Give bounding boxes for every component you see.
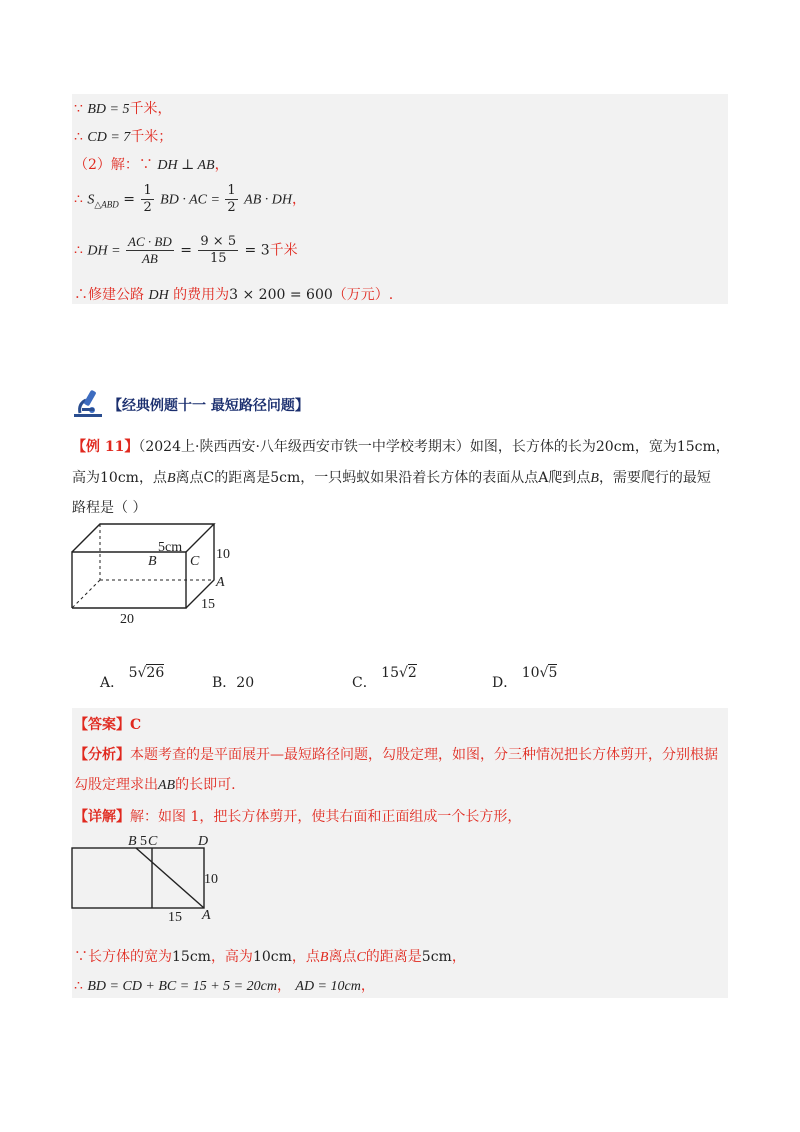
fig1-label-C: C — [190, 554, 200, 569]
answer-line: 【答案】C — [74, 717, 142, 733]
fraction: $\frac{1}{2}$ — [227, 183, 236, 215]
solution-line-1: ∵ BD = 5千米， — [74, 101, 172, 117]
detail-line-1: 【详解】解：如图 1，把长方体剪开，使其右面和正面组成一个长方形， — [74, 809, 522, 825]
analysis-line-2: 勾股定理求出AB的长即可. — [74, 777, 236, 793]
question-line-1: 【例 11】（2024上·陕西西安·八年级西安市铁一中学校考期末）如图，长方体的长为20cm，宽为15cm， — [72, 439, 730, 455]
solution-line-3: （2）解：∵ DH ⊥ AB， — [74, 157, 229, 173]
fig2-label-D: D — [198, 834, 209, 849]
solution-line-5: ∴ DH = $\frac{AC \cdot BD}{AB}$ = $\frac{9 \times 5}{15}$ = 3千米 — [74, 234, 298, 266]
question-line-3: 路程是（ ） — [72, 500, 147, 516]
sqrt-icon: √ — [399, 665, 408, 681]
option-a[interactable]: A． 5√26 — [100, 665, 165, 691]
option-d[interactable]: D． 10√5 — [492, 665, 558, 691]
fig2-label-10: 10 — [204, 872, 218, 887]
microscope-icon — [72, 388, 106, 418]
option-b[interactable]: B．20 — [212, 675, 255, 691]
detail-line-2: ∵长方体的宽为15cm，高为10cm，点B离点C的距离是5cm， — [74, 949, 466, 965]
fig2-label-B: B — [128, 834, 137, 849]
option-c[interactable]: C． 15√2 — [352, 665, 417, 691]
section-title: 【经典例题十一 最短路径问题】 — [108, 398, 309, 414]
fig2-label-C: C — [148, 834, 158, 849]
question-line-2: 高为10cm，点B离点C的距离是5cm，一只蚂蚁如果沿着长方体的表面从点A爬到点B，需要爬行的最短 — [72, 470, 711, 486]
fig1-label-20: 20 — [120, 612, 134, 627]
fig1-label-5cm: 5cm — [158, 540, 183, 555]
fraction: $\frac{AC \cdot BD}{AB}$ — [128, 234, 172, 266]
solution-line-6: ∴修建公路 DH 的费用为3 × 200 = 600（万元）. — [74, 287, 394, 303]
fig2-label-5: 5 — [140, 834, 147, 849]
cuboid-figure — [66, 518, 246, 630]
fraction: $\frac{1}{2}$ — [143, 183, 152, 215]
unfolded-figure — [66, 830, 226, 926]
fig2-label-A: A — [202, 908, 211, 923]
fig1-label-15: 15 — [201, 597, 215, 612]
fig2-label-15: 15 — [168, 910, 182, 925]
analysis-line-1: 【分析】本题考查的是平面展开—最短路径问题，勾股定理，如图，分三种情况把长方体剪开，分别根据 — [74, 747, 718, 763]
fig1-label-A: A — [216, 575, 225, 590]
sqrt-icon: √ — [137, 665, 147, 681]
fig1-label-10: 10 — [216, 547, 230, 562]
sqrt-icon: √ — [539, 665, 549, 681]
solution-line-2: ∴ CD = 7千米； — [74, 129, 173, 145]
fig1-label-B: B — [148, 554, 157, 569]
fraction: $\frac{9 \times 5}{15}$ — [200, 234, 237, 266]
detail-line-3: ∴ BD = CD + BC = 15 + 5 = 20cm， AD = 10cm， — [74, 978, 375, 994]
solution-line-4: ∴ $S_{\triangle ABD}$ = $\frac{1}{2}$ BD · AC = $\frac{1}{2}$ AB · DH， — [74, 183, 306, 215]
